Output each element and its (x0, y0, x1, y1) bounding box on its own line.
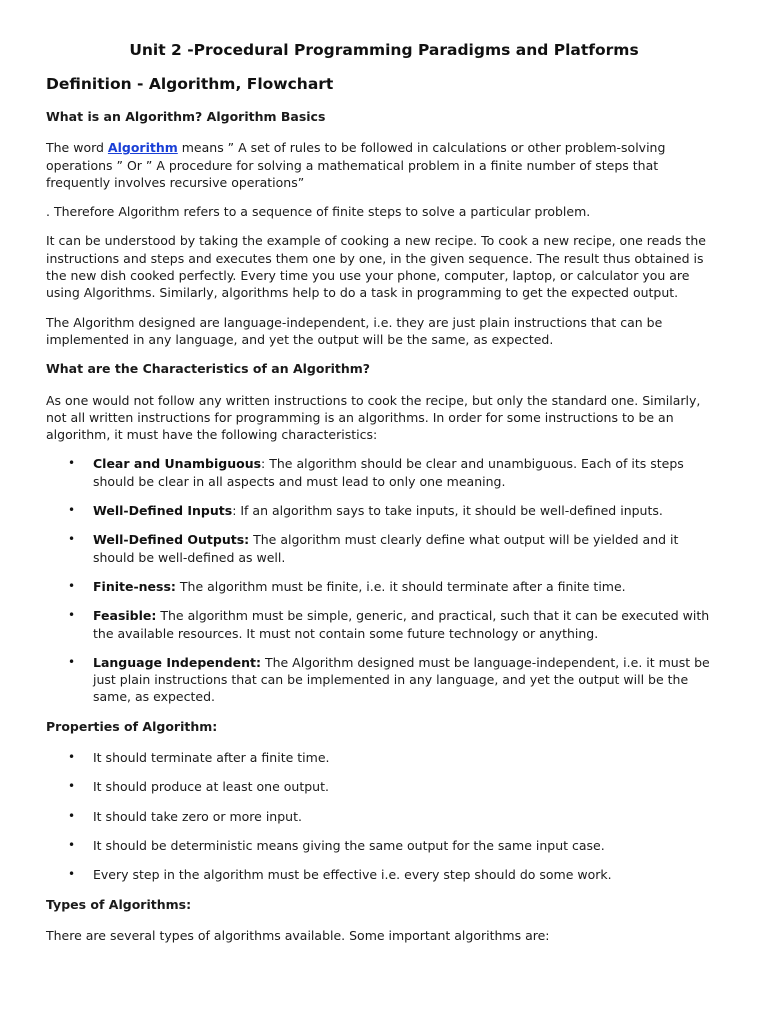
heading-what-is-algorithm: What is an Algorithm? Algorithm Basics (46, 109, 326, 124)
heading-characteristics: What are the Characteristics of an Algorithm? (46, 361, 371, 377)
properties-list (46, 749, 718, 883)
list-item: • Well-Defined Outputs: The algorithm must clearly define what output will be yielded and it should be well-defined as well. (46, 531, 718, 566)
section-heading: Definition - Algorithm, Flowchart (46, 75, 334, 93)
paragraph-definition: The word Algorithm means ” A set of rules to be followed in calculations or other problem-solving operations ” Or ” A procedure for solving a mathematical problem in a finite number of steps that frequently involves recursive operations” (46, 140, 666, 190)
list-item: • It should take zero or more input. (46, 808, 718, 825)
algorithm-link[interactable]: Algorithm (107, 140, 178, 156)
characteristics-list (46, 455, 718, 705)
list-item: • Clear and Unambiguous: The algorithm should be clear and unambiguous. Each of its steps should be clear in all aspects and must lead to only one meaning. (46, 455, 718, 490)
heading-properties: Properties of Algorithm: (46, 718, 218, 734)
list-item: • Feasible: The algorithm must be simple, generic, and practical, such that it can be executed with the available resources. It must not contain some future technology or anything. (46, 607, 718, 642)
paragraph-characteristics-intro: As one would not follow any written instructions to cook the recipe, but only the standard one. Similarly, not all written instructions for programming is an algorithms. In order for some instructions to be an algorithm, it must have the following characteristics: (46, 392, 701, 443)
list-item: • It should terminate after a finite time. (46, 749, 718, 766)
paragraph-types-intro: There are several types of algorithms available. Some important algorithms are: (46, 927, 550, 943)
paragraph-language-independent: The Algorithm designed are language-independent, i.e. they are just plain instructions that can be implemented in any language, and yet the output will be the same, as expected. (46, 314, 663, 347)
document-body (46, 108, 718, 956)
list-item: • It should be deterministic means giving the same output for the same input case. (46, 837, 718, 854)
heading-types: Types of Algorithms: (46, 896, 192, 912)
list-item: • Well-Defined Inputs: If an algorithm says to take inputs, it should be well-defined inputs. (46, 502, 718, 519)
page-title: Unit 2 -Procedural Programming Paradigms and Platforms (129, 41, 639, 59)
list-item: • Finite-ness: The algorithm must be finite, i.e. it should terminate after a finite time. (46, 578, 718, 595)
list-item: • It should produce at least one output. (46, 778, 718, 795)
list-item: • Every step in the algorithm must be effective i.e. every step should do some work. (46, 866, 718, 883)
paragraph-recipe-example: It can be understood by taking the example of cooking a new recipe. To cook a new recipe, one reads the instructions and steps and executes them one by one, in the given sequence. The result thus obtained is the new dish cooked perfectly. Every time you use your phone, computer, laptop, or calculator you are using Algorithms. Similarly, algorithms help to do a task in programming to get the expected output. (46, 233, 706, 301)
paragraph-therefore: . Therefore Algorithm refers to a sequence of finite steps to solve a particular problem. (46, 204, 591, 220)
list-item: • Language Independent: The Algorithm designed must be language-independent, i.e. it must be just plain instructions that can be implemented in any language, and yet the output will be the same, as expected. (46, 654, 718, 706)
